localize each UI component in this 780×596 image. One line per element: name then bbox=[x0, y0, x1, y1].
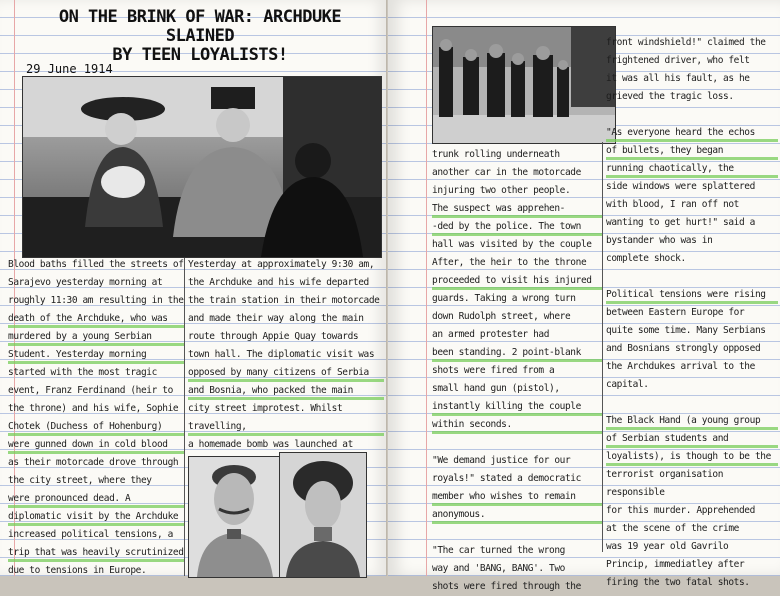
text-line: and Bosnia, who packed the main bbox=[188, 382, 384, 400]
right-page bbox=[388, 0, 780, 592]
text-line: murdered by a young Serbian bbox=[8, 328, 184, 346]
right-column-1 bbox=[432, 146, 602, 596]
text-line: "As everyone heard the echos bbox=[606, 124, 778, 142]
text-line: Chotek (Duchess of Hohenburg) bbox=[8, 418, 184, 436]
text-line: instantly killing the couple bbox=[432, 398, 602, 416]
text-line: the Archduke and his wife departed bbox=[188, 277, 369, 288]
text-line: of bullets, they began bbox=[606, 142, 778, 160]
right-margin-line bbox=[426, 0, 427, 576]
text-line: another car in the motorcade bbox=[432, 167, 581, 178]
left-page bbox=[0, 0, 387, 576]
text-line: route through Appie Quay towards bbox=[188, 331, 359, 342]
text-line: and Bosnians strongly opposed bbox=[606, 343, 761, 354]
text-line: front windshield!" claimed the bbox=[606, 37, 766, 48]
text-line: it was all his fault, as he bbox=[606, 73, 750, 84]
text-line: an armed protester had bbox=[432, 329, 550, 340]
text-line: Princip, immediatley after bbox=[606, 559, 745, 570]
text-line: opposed by many citizens of Serbia bbox=[188, 364, 384, 382]
text-line: grieved the tragic loss. bbox=[606, 91, 734, 102]
text-line: the Archdukes arrival to the bbox=[606, 361, 755, 372]
arrest-crowd-photo bbox=[432, 26, 616, 144]
right-column-2 bbox=[606, 34, 778, 592]
text-line: running chaotically, the bbox=[606, 160, 778, 178]
text-line: death of the Archduke, who was bbox=[8, 310, 184, 328]
archduke-car-photo bbox=[22, 76, 382, 258]
text-line: the train station in their motorcade bbox=[188, 295, 380, 306]
text-line: at the scene of the crime bbox=[606, 523, 739, 534]
text-line: the throne) and his wife, Sophie bbox=[8, 403, 179, 414]
text-line: wanting to get hurt!" said a bbox=[606, 217, 755, 228]
text-line: -ded by the police. The town bbox=[432, 218, 602, 236]
text-line: roughly 11:30 am resulting in the bbox=[8, 295, 184, 306]
text-line: "We demand justice for our bbox=[432, 455, 571, 466]
headline-line2: BY TEEN LOYALISTS! bbox=[112, 45, 288, 65]
sophie-portrait-graphic bbox=[280, 453, 366, 577]
headline bbox=[20, 8, 380, 65]
text-line: bystander who was in bbox=[606, 235, 713, 246]
text-line bbox=[606, 106, 778, 124]
text-line: town hall. The diplomatic visit was bbox=[188, 349, 375, 360]
text-line: loyalists), is though to be the bbox=[606, 448, 778, 466]
text-line: Sarajevo yesterday morning at bbox=[8, 277, 163, 288]
left-column-1 bbox=[8, 256, 184, 580]
text-line: city street improtest. Whilst travelling, bbox=[188, 400, 384, 436]
text-line: complete shock. bbox=[606, 253, 686, 264]
text-line: the city street, where they bbox=[8, 475, 152, 486]
text-line: trip that was heavily scrutinized bbox=[8, 544, 184, 562]
text-line: small hand gun (pistol), bbox=[432, 383, 560, 394]
archduke-portrait-photo bbox=[188, 456, 280, 578]
text-line: hall was visited by the couple bbox=[432, 239, 592, 250]
text-line: increased political tensions, a bbox=[8, 529, 173, 540]
sophie-portrait-photo bbox=[279, 452, 367, 578]
text-line: After, the heir to the throne bbox=[432, 257, 587, 268]
text-line: between Eastern Europe for bbox=[606, 307, 745, 318]
text-line: side windows were splattered bbox=[606, 181, 755, 192]
archduke-car-photo-graphic bbox=[23, 77, 381, 257]
text-line: quite some time. Many Serbians bbox=[606, 325, 766, 336]
text-line: capital. bbox=[606, 379, 649, 390]
text-line: started with the most tragic bbox=[8, 367, 157, 378]
text-line: Student. Yesterday morning bbox=[8, 346, 184, 364]
text-line: terrorist organisation responsible bbox=[606, 469, 724, 498]
text-line: firing the two fatal shots. bbox=[606, 577, 750, 588]
text-line: frightened driver, who felt bbox=[606, 55, 750, 66]
column-divider bbox=[184, 258, 185, 576]
text-line: royals!" stated a democratic bbox=[432, 473, 581, 484]
text-line: as their motorcade drove through bbox=[8, 457, 179, 468]
text-line bbox=[606, 394, 778, 412]
text-line: were pronounced dead. A bbox=[8, 490, 184, 508]
text-line: down Rudolph street, where bbox=[432, 311, 571, 322]
text-line: Yesterday at approximately 9:30 am, bbox=[188, 259, 375, 270]
headline-line1: ON THE BRINK OF WAR: ARCHDUKE SLAINED bbox=[58, 7, 342, 46]
text-line: Blood baths filled the streets of bbox=[8, 259, 184, 270]
text-line: event, Franz Ferdinand (heir to bbox=[8, 385, 173, 396]
text-line: Political tensions were rising bbox=[606, 286, 778, 304]
text-line: member who wishes to remain bbox=[432, 488, 602, 506]
text-line: been standing. 2 point-blank bbox=[432, 344, 602, 362]
text-line: guards. Taking a wrong turn bbox=[432, 293, 576, 304]
text-line: injuring two other people. bbox=[432, 185, 571, 196]
text-line: was 19 year old Gavrilo bbox=[606, 541, 729, 552]
arrest-crowd-graphic bbox=[433, 27, 615, 143]
text-line: shots were fired from a bbox=[432, 365, 555, 376]
column-divider bbox=[602, 142, 603, 552]
text-line: with blood, I ran off not bbox=[606, 199, 739, 210]
text-line: of Serbian students and bbox=[606, 430, 778, 448]
text-line: due to tensions in Europe. bbox=[8, 565, 147, 576]
text-line: way and 'BANG, BANG'. Two bbox=[432, 563, 565, 574]
text-line: and made their way along the main bbox=[188, 313, 364, 324]
text-line bbox=[606, 268, 778, 286]
text-line: shots were fired through the bbox=[432, 581, 581, 592]
text-line bbox=[432, 434, 602, 452]
text-line bbox=[432, 524, 602, 542]
text-line: were gunned down in cold blood bbox=[8, 436, 184, 454]
text-line: proceeded to visit his injured bbox=[432, 272, 602, 290]
text-line: The Black Hand (a young group bbox=[606, 412, 778, 430]
text-line: within seconds. bbox=[432, 416, 602, 434]
text-line: "The car turned the wrong bbox=[432, 545, 565, 556]
dateline: 29 June 1914 bbox=[26, 62, 113, 76]
text-line: a homemade bomb was launched at bbox=[188, 439, 353, 450]
text-line: trunk rolling underneath bbox=[432, 149, 560, 160]
text-line: anonymous. bbox=[432, 506, 602, 524]
text-line: diplomatic visit by the Archduke bbox=[8, 508, 184, 526]
text-line: The suspect was apprehen- bbox=[432, 200, 602, 218]
text-line: for this murder. Apprehended bbox=[606, 505, 755, 516]
archduke-portrait-graphic bbox=[189, 457, 279, 577]
